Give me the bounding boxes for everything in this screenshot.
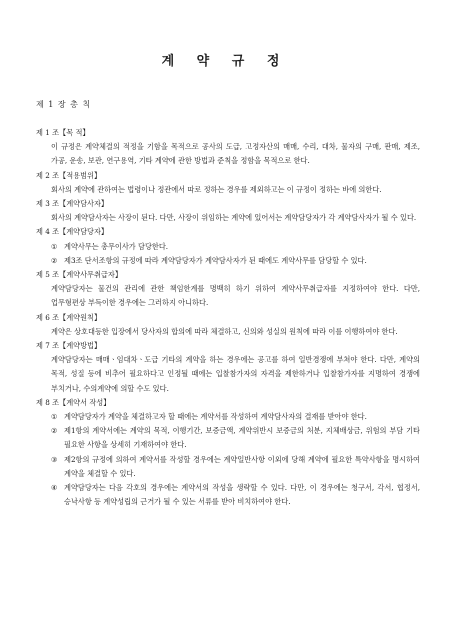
article-text: 계약담당자는 매매ㆍ임대차ㆍ도급 기타의 계약을 하는 경우에는 공고를 하여 일반경쟁에 부쳐야 한다. 다만, 계약의 목적, 성질 등에 비추어 필요하다고 인정될 때에는 입찰참가자의 자격을 제한하거나 입찰참가자를 지명하여 경쟁에 부치거나, 수의계약에 의할 수도 있다. xyxy=(51,355,420,393)
document-body xyxy=(36,126,420,509)
item-marker: ③ xyxy=(51,454,58,464)
item-marker: ② xyxy=(51,255,58,265)
article-5 xyxy=(36,268,420,311)
article-heading: 제 2 조【적용범위】 xyxy=(36,170,102,180)
article-7 xyxy=(36,339,420,396)
article-text: 계약담당자는 물건의 관리에 관한 책임한계를 명백히 하기 위하여 계약사무취급자를 지정하여야 한다. 다만, 업무형편상 부득이한 경우에는 그러하지 아니하다. xyxy=(51,284,420,308)
item-text: 제3조 단서조항의 규정에 따라 계약담당자가 계약담사자가 된 때에도 계약사무를 담당할 수 있다. xyxy=(64,255,367,265)
chapter-heading: 제 1 장 총 칙 xyxy=(36,100,92,109)
article-heading: 제 3 조【계약담사자】 xyxy=(36,199,109,209)
article-2 xyxy=(36,169,420,197)
article-text: 이 규정은 계약체결의 적정을 기함을 목적으로 공사의 도급, 고정자산의 매매, 수리, 대차, 물자의 구매, 판매, 제조, 가공, 운송, 보관, 연구용역, 기타 계약에 관한 방법과 준칙을 정함을 목적으로 한다. xyxy=(51,142,420,166)
item-marker: ① xyxy=(51,241,58,251)
item-text: 계약사무는 총무이사가 담당한다. xyxy=(64,241,169,251)
item-marker: ② xyxy=(51,426,58,436)
article-text: 회사의 계약담사자는 사장이 된다. 다만, 사장이 위임하는 계약에 있어서는 계약담당자가 각 계약담사자가 될 수 있다. xyxy=(51,213,417,223)
item-text: 계약담당자가 계약을 체결하고자 할 때에는 계약서를 작성하여 계약담사자의 결재를 받아야 한다. xyxy=(64,412,367,422)
article-heading: 제 4 조【계약담당자】 xyxy=(36,227,109,237)
article-heading: 제 7 조【계약방법】 xyxy=(36,341,102,351)
article-item xyxy=(51,254,420,268)
item-text: 제2항의 규정에 의하여 계약서를 작성할 경우에는 계약일반사항 이외에 당해 계약에 필요한 특약사항을 명시하여 계약을 체결할 수 있다. xyxy=(64,454,420,478)
article-item xyxy=(51,410,420,424)
article-heading: 제 5 조【계약사무취급자】 xyxy=(36,270,123,280)
article-heading: 제 8 조【계약서 작성】 xyxy=(36,397,111,407)
item-text: 계약담당자는 다음 각호의 경우에는 계약서의 작성을 생략할 수 있다. 다만, 이 경우에는 청구서, 각서, 협정서, 승낙사항 등 계약성립의 근거가 될 수 있는 서류를 받아 비치하여야 한다. xyxy=(64,483,420,507)
article-6 xyxy=(36,311,420,339)
article-8 xyxy=(36,396,420,510)
article-3 xyxy=(36,197,420,225)
article-text: 회사의 계약에 관하여는 법령이나 정관에서 따로 정하는 경우를 제외하고는 이 규정이 정하는 바에 의한다. xyxy=(51,184,382,194)
article-heading: 제 6 조【계약원칙】 xyxy=(36,312,102,322)
article-item xyxy=(51,453,420,481)
article-item xyxy=(51,240,420,254)
item-marker: ④ xyxy=(51,483,58,493)
article-heading: 제 1 조【목 적】 xyxy=(36,128,90,137)
article-text: 계약은 상호대등한 입장에서 당사자의 합의에 따라 체결하고, 신의와 성실의 원칙에 따라 이를 이행하여야 한다. xyxy=(51,326,398,336)
article-1 xyxy=(36,126,420,169)
article-item xyxy=(51,481,420,509)
item-text: 제1항의 계약서에는 계약의 목적, 이행기간, 보증금액, 계약위반시 보증금의 처분, 지체배상금, 위험의 부담 기타 필요한 사항을 상세히 기재하여야 한다. xyxy=(64,426,420,450)
article-item xyxy=(51,424,420,452)
item-marker: ① xyxy=(51,412,58,422)
document-title: 계 약 규 정 xyxy=(161,54,289,69)
article-4 xyxy=(36,225,420,268)
